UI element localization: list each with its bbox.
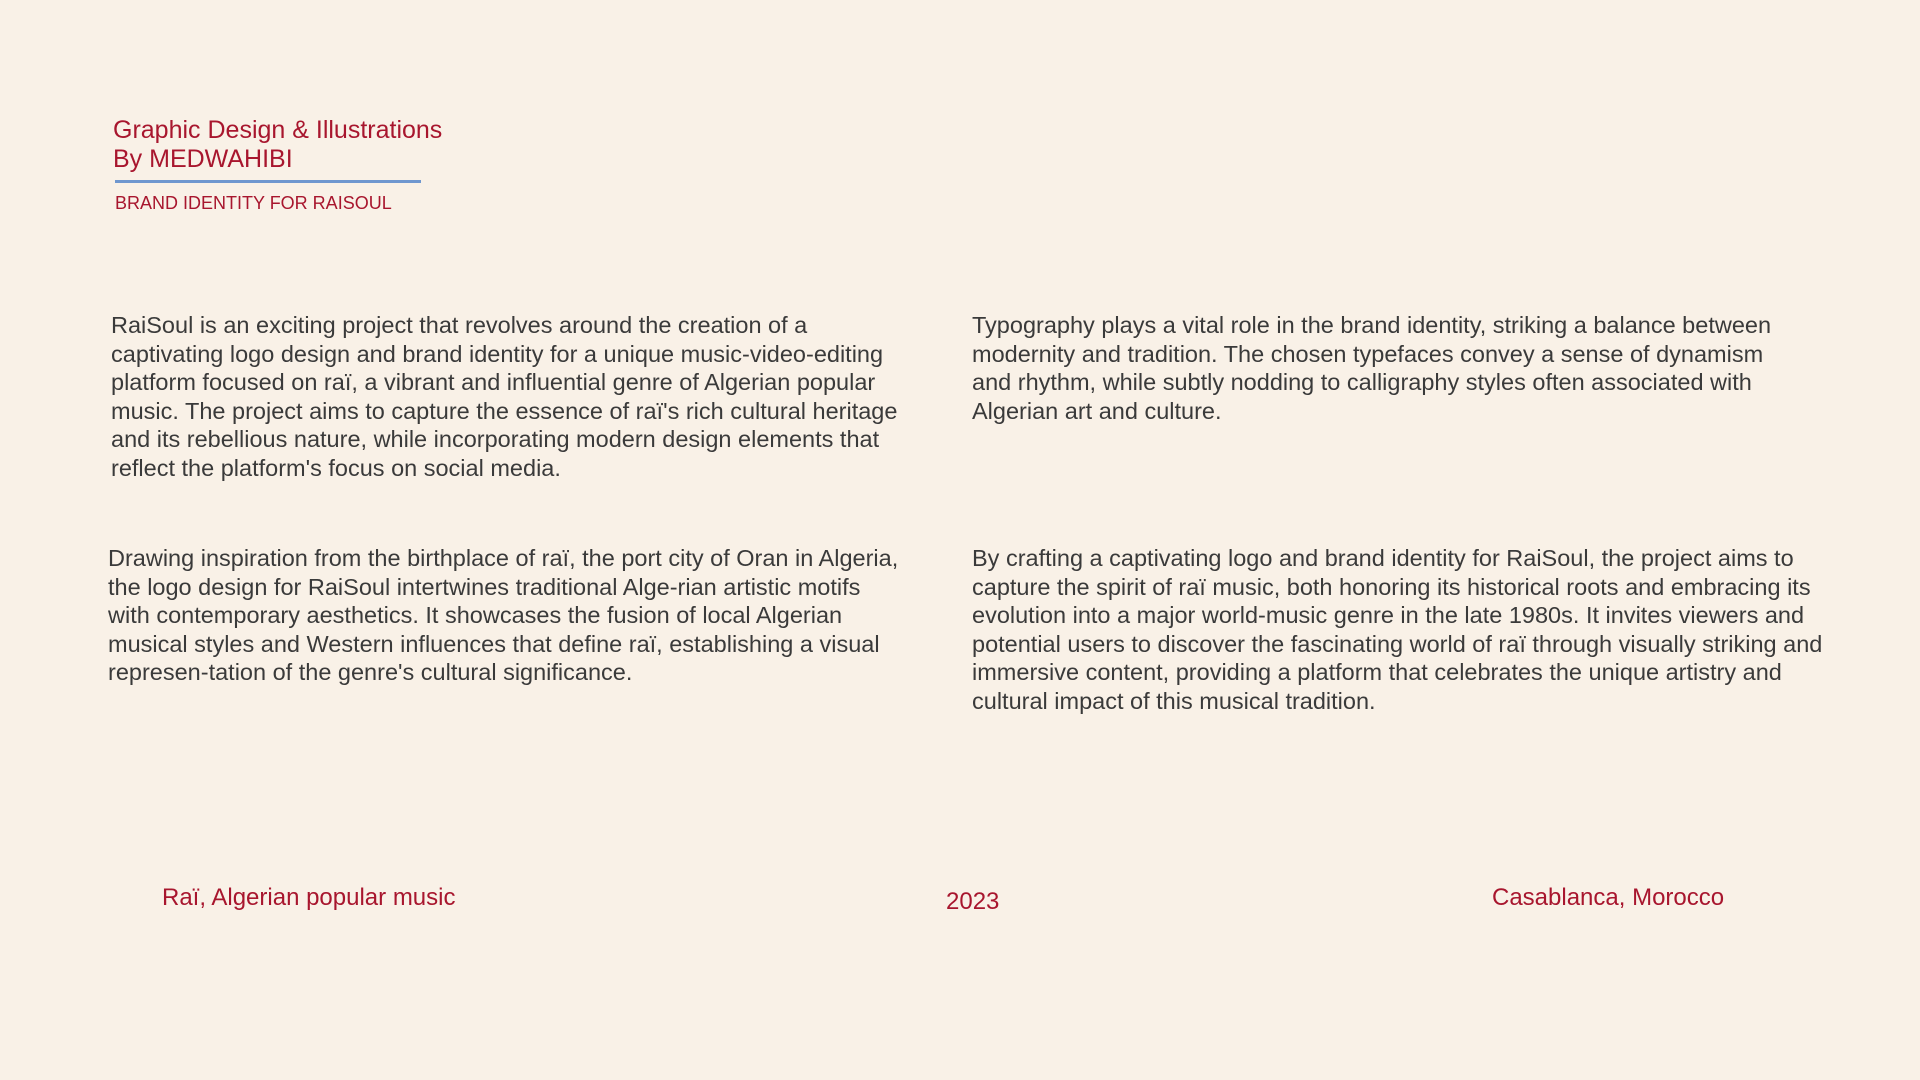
header (113, 116, 442, 214)
conclusion-paragraph: By crafting a captivating logo and brand identity for RaiSoul, the project aims to capture the spirit of raï music, both honoring its historical roots and embracing its evolution into a major world-music genre in the late 1980s. It invites viewers and potential users to discover the fascinating world of raï through visually striking and immersive content, providing a platform that celebrates the unique artistry and cultural impact of this musical tradition. (972, 545, 1823, 714)
title-divider (115, 180, 421, 183)
footer-location: Casablanca, Morocco (1492, 884, 1725, 911)
inspiration-paragraph: Drawing inspiration from the birthplace of raï, the port city of Oran in Algeria, the logo design for RaiSoul intertwines traditional Alge-rian artistic motifs with contemporary aesthetics. It showcases the fusion of local Algerian musical styles and Western influences that define raï, establishing a visual represen-tation of the genre's cultural significance. (108, 545, 899, 686)
footer-year: 2023 (946, 888, 1000, 915)
typography-paragraph: Typography plays a vital role in the brand identity, striking a balance between modernity and tradition. The chosen typefaces convey a sense of dynamism and rhythm, while subtly nodding to calligraphy styles often associated with Algerian art and culture. (972, 312, 1772, 424)
page-subtitle: BRAND IDENTITY FOR RAISOUL (115, 193, 392, 213)
page-title: Graphic Design & Illustrations By MEDWAHIBI (113, 116, 443, 173)
footer-genre: Raï, Algerian popular music (162, 884, 456, 911)
intro-paragraph: RaiSoul is an exciting project that revolves around the creation of a captivating logo design and brand identity for a unique music-video-editing platform focused on raï, a vibrant and influential genre of Algerian popular music. The project aims to capture the essence of raï's rich cultural heritage and its rebellious nature, while incorporating modern design elements that reflect the platform's focus on social media. (111, 312, 898, 481)
